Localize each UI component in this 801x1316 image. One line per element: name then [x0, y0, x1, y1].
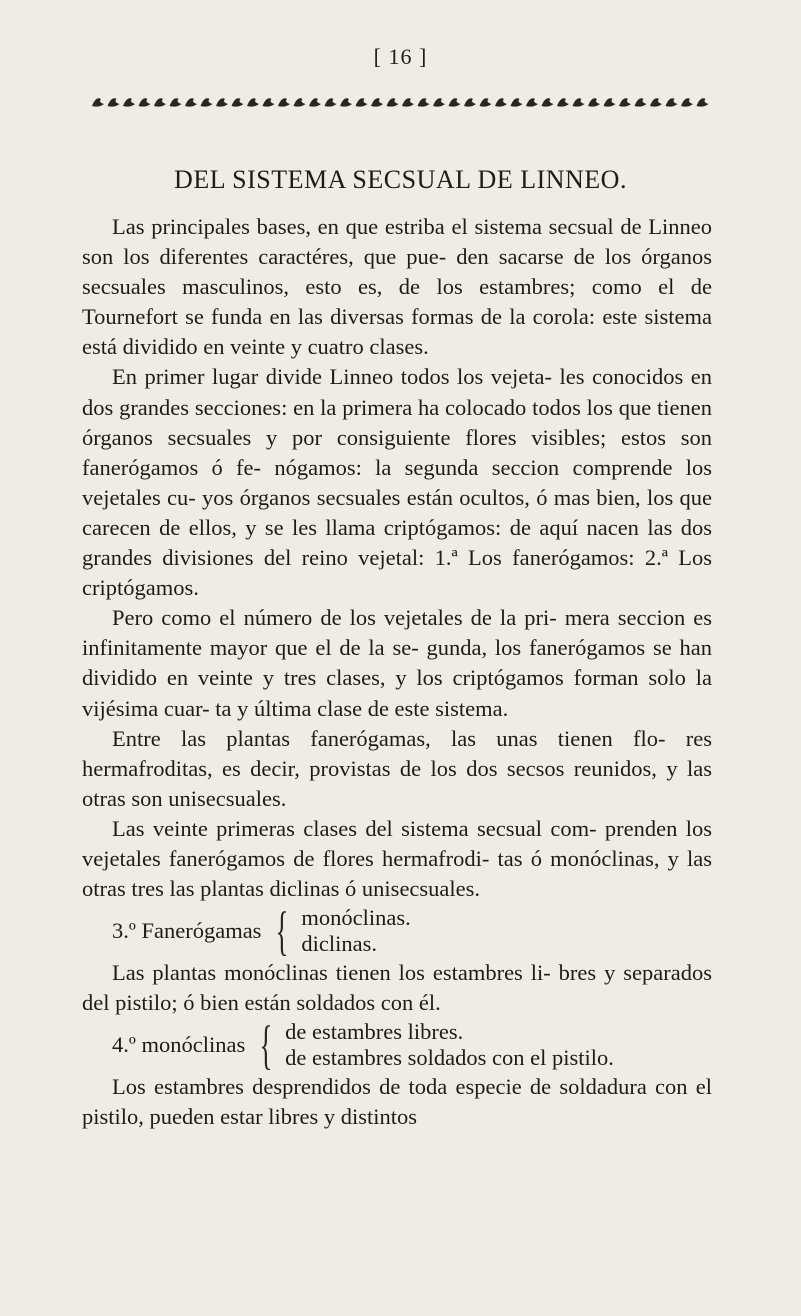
paragraph: Pero como el número de los vejetales de la pri- mera seccion es infinitamente mayor que el de la se- gunda, los fanerógamos se han dividido en veinte y tres clases, y los criptógamos forman solo la vijésima cuar- ta y última clase de este sistema.: [82, 605, 712, 721]
ornament-leaf: [154, 98, 166, 106]
brace-item: de estambres soldados con el pistilo.: [285, 1045, 614, 1071]
brace-items: [285, 1019, 614, 1071]
ornament-leaf: [573, 98, 585, 106]
ornament-leaf: [201, 98, 213, 106]
ornament-leaf: [604, 98, 616, 106]
curly-brace: {: [259, 1015, 273, 1076]
ornament-leaf: [697, 98, 709, 106]
ornament-leaf: [294, 98, 306, 106]
ornament-leaf: [666, 98, 678, 106]
ornament-leaf: [542, 98, 554, 106]
paragraph: Las plantas monóclinas tienen los estambres li- bres y separados del pistilo; ó bien están soldados con él.: [82, 960, 712, 1016]
ornament-leaf: [588, 98, 600, 106]
ornament-leaf: [526, 98, 538, 106]
brace-lead: 4.º monóclinas: [112, 1032, 246, 1058]
ornament-leaf: [480, 98, 492, 106]
ornament-leaf: [402, 98, 414, 106]
ornament-leaf: [232, 98, 244, 106]
brace-items: [301, 905, 410, 957]
brace-item: de estambres libres.: [285, 1019, 464, 1045]
paragraph: Entre las plantas fanerógamas, las unas tienen flo- res hermafroditas, es decir, provistas de los dos secsos reunidos, y las otras son unisecsuales.: [82, 725, 712, 811]
paragraph: En primer lugar divide Linneo todos los vejeta- les conocidos en dos grandes secciones: en la primera ha colocado todos los que tienen órganos secsuales y por consiguiente flores visibles; estos son fanerógamos ó fe- nógamos: la segunda seccion comprende los vejetales cu- yos órganos secsuales están ocultos, ó mas bien, los que carecen de ellos, y se les llama criptógamos: de aquí nacen las dos grandes divisiones del reino vejetal: 1.ª Los fanerógamos: 2.ª Los criptógamos.: [82, 364, 712, 601]
ornament-leaf: [170, 98, 182, 106]
brace-item: diclinas.: [301, 931, 377, 957]
curly-brace: {: [275, 901, 289, 962]
brace-item: monóclinas.: [301, 905, 411, 931]
paragraph: Los estambres desprendidos de toda especie de soldadura con el pistilo, pueden estar libres y distintos: [82, 1074, 712, 1130]
ornament-leaf: [216, 98, 228, 106]
ornament-leaf: [418, 98, 430, 106]
ornament-leaf: [247, 98, 259, 106]
ornament-leaf: [433, 98, 445, 106]
ornament-leaf: [278, 98, 290, 106]
ornament-leaf: [139, 98, 151, 106]
classification-brace-phanerogams: [82, 901, 712, 962]
ornament-leaf: [495, 98, 507, 106]
body-text: [82, 212, 712, 1133]
ornament-leaf: [650, 98, 662, 106]
ornament-leaf: [681, 98, 693, 106]
ornament-leaf: [511, 98, 523, 106]
paragraph: Las principales bases, en que estriba el sistema secsual de Linneo son los diferentes caractéres, que pue- den sacarse de los órganos secsuales masculinos, esto es, de los estambres; como el de Tournefort se funda en las diversas formas de la corola: este sistema está dividido en veinte y cuatro clases.: [82, 214, 712, 360]
ornament-leaf: [387, 98, 399, 106]
ornament-leaf: [185, 98, 197, 106]
ornament-leaf: [340, 98, 352, 106]
classification-brace-monoclinous: [82, 1015, 712, 1076]
decorative-rule: [90, 94, 710, 110]
ornament-leaf: [263, 98, 275, 106]
ornament-leaf: [619, 98, 631, 106]
ornament-leaf: [123, 98, 135, 106]
ornament-leaf: [108, 98, 120, 106]
ornament-leaf: [325, 98, 337, 106]
ornament-leaf: [557, 98, 569, 106]
page-title: DEL SISTEMA SECSUAL DE LINNEO.: [174, 165, 627, 195]
page-number: [ 16 ]: [373, 44, 428, 69]
ornament-leaf: [92, 98, 104, 106]
ornament-leaf: [449, 98, 461, 106]
ornament-leaf: [356, 98, 368, 106]
ornament-leaf: [309, 98, 321, 106]
brace-lead: 3.º Fanerógamas: [112, 918, 262, 944]
ornament-leaf: [464, 98, 476, 106]
ornament-leaf: [635, 98, 647, 106]
ornament-leaf: [371, 98, 383, 106]
paragraph: Las veinte primeras clases del sistema secsual com- prenden los vejetales fanerógamos de flores hermafrodi- tas ó monóclinas, y las otras tres las plantas diclinas ó unisecsuales.: [82, 815, 712, 902]
